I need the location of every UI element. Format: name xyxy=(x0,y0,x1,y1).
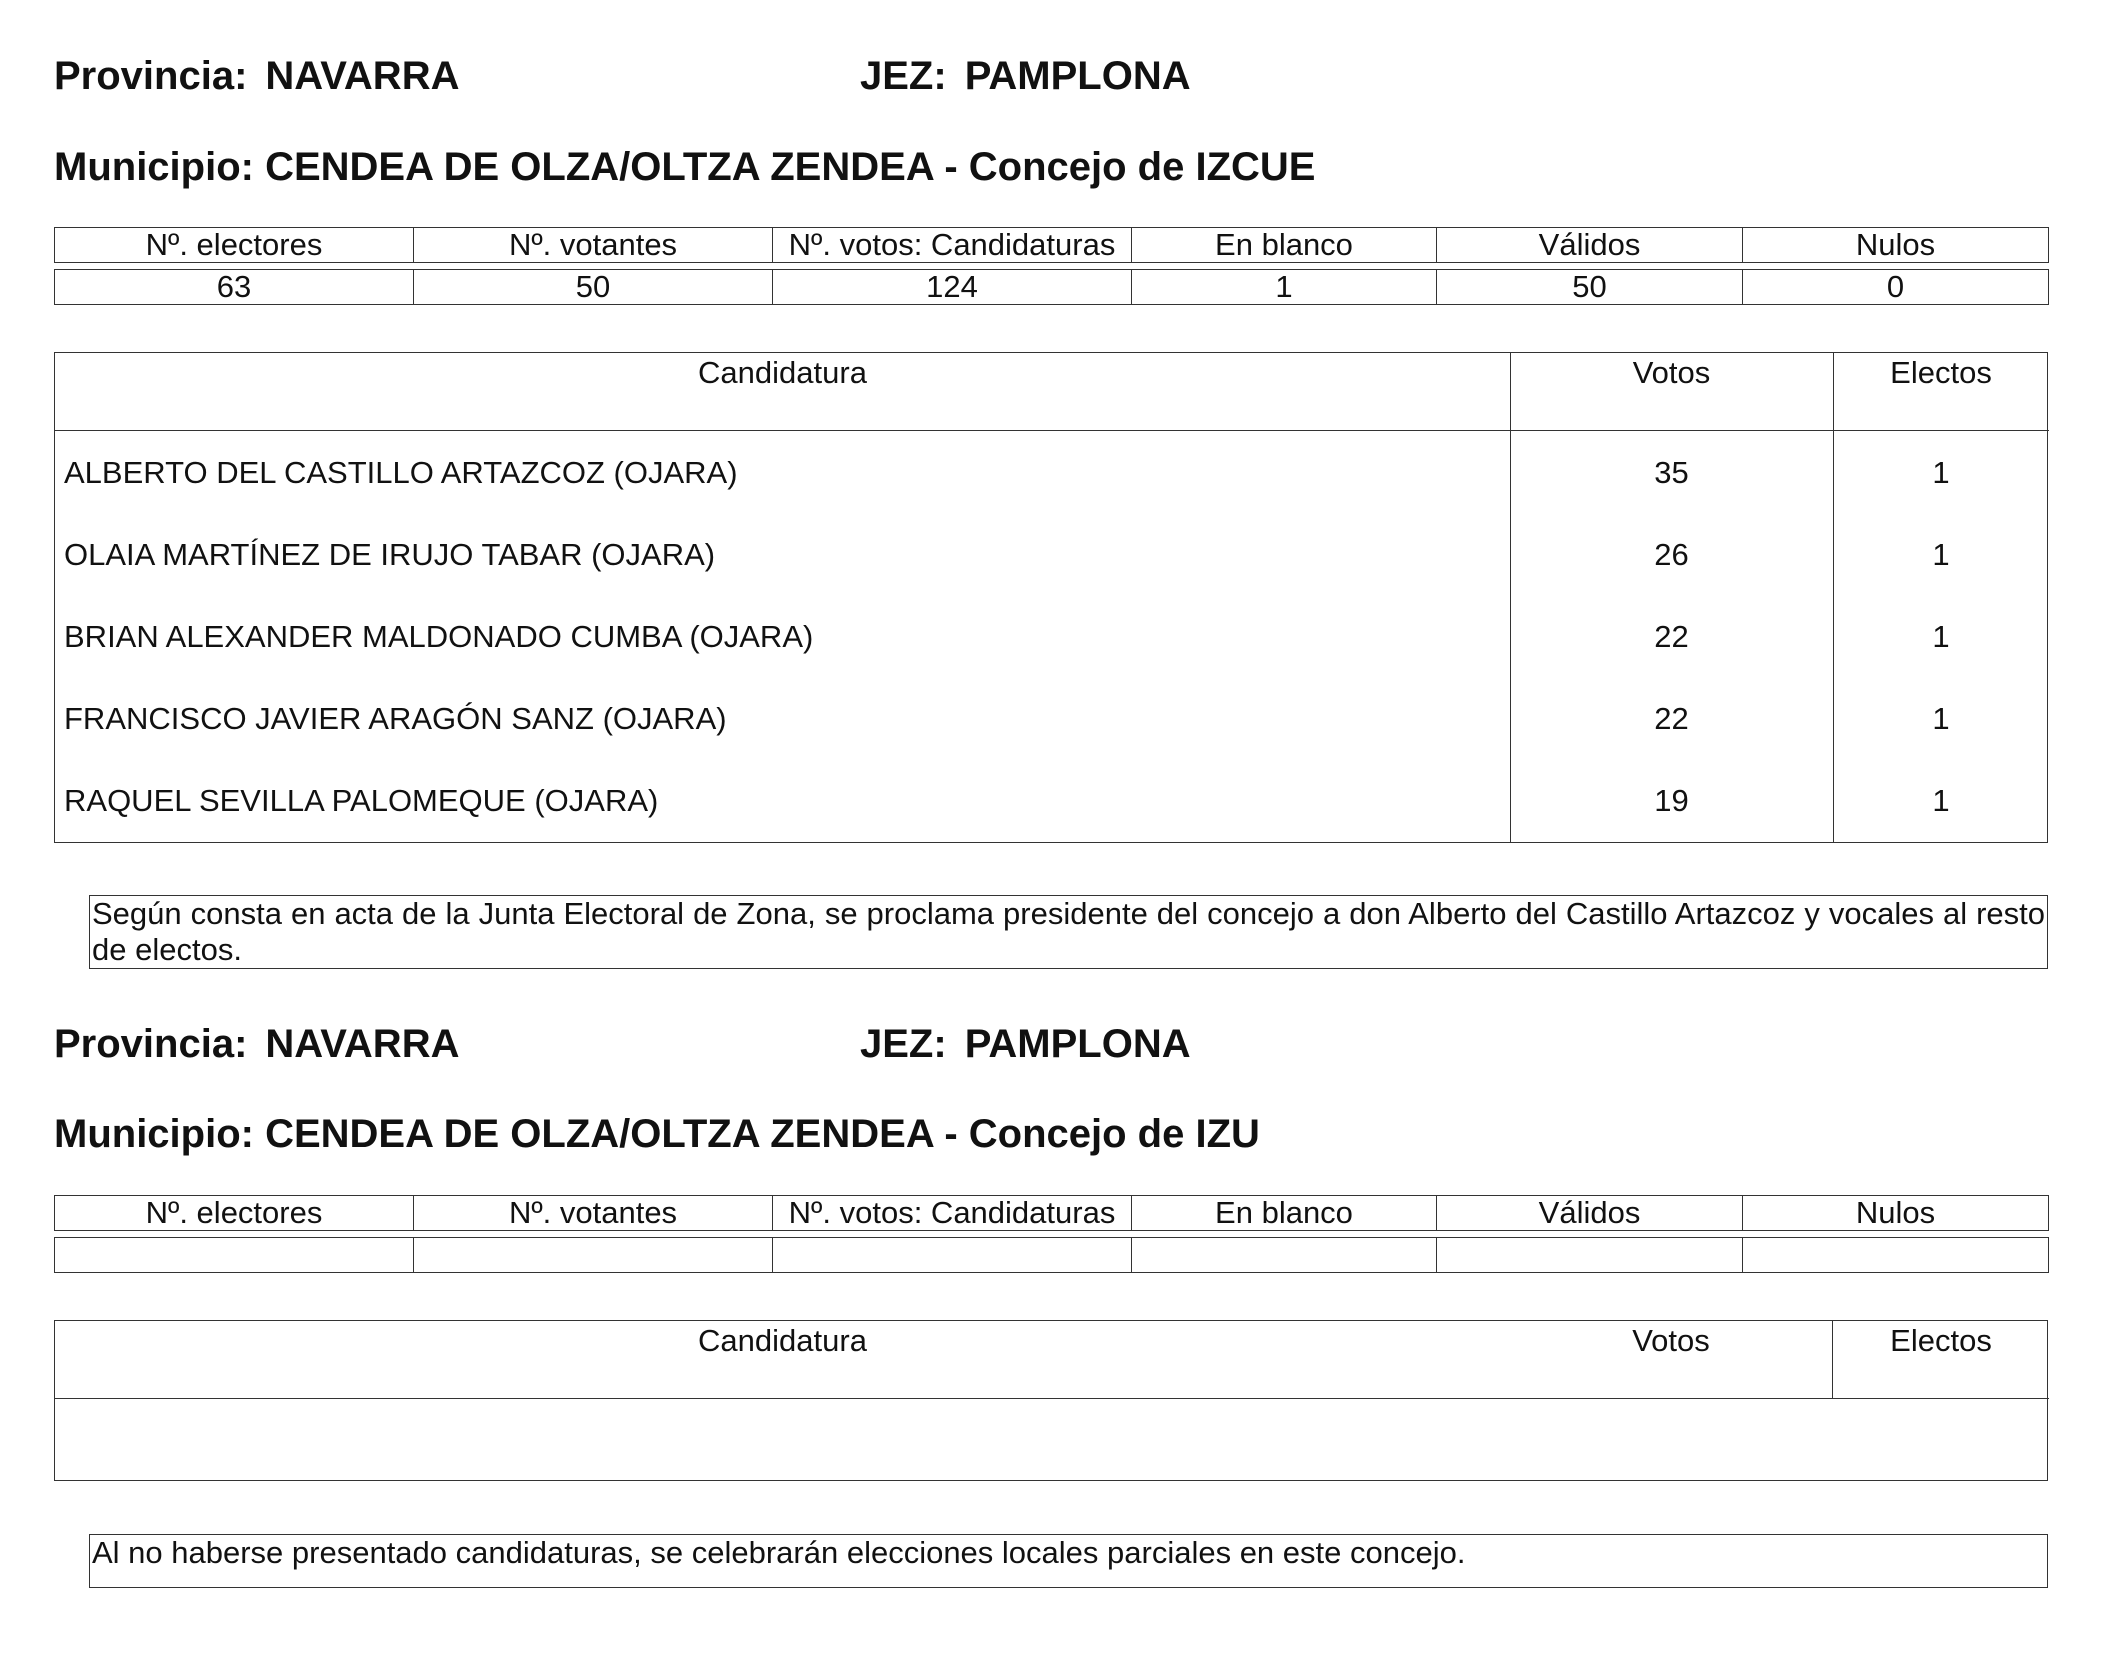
candidate-votos: 19 xyxy=(1654,783,1689,818)
candidate-electos: 1 xyxy=(1932,455,1950,490)
municipio-value: CENDEA DE OLZA/OLTZA ZENDEA - Concejo de IZCUE xyxy=(265,145,1316,189)
table-row xyxy=(55,595,2047,677)
provincia-value: NAVARRA xyxy=(265,54,460,98)
candidate-name: BRIAN ALEXANDER MALDONADO CUMBA (OJARA) xyxy=(64,619,814,654)
stats-value-validos xyxy=(1437,1238,1743,1273)
stats-value-validos: 50 xyxy=(1437,270,1743,305)
candidate-votos: 22 xyxy=(1654,619,1689,654)
proclamation-note: Según consta en acta de la Junta Electoral de Zona, se proclama presidente del concejo a don Alberto del Castillo Artazcoz y vocales al resto de electos. xyxy=(89,895,2048,969)
jez-label: JEZ: xyxy=(860,1022,947,1066)
stats-header-validos: Válidos xyxy=(1437,228,1743,263)
table-row xyxy=(55,677,2047,759)
stats-header-votantes: Nº. votantes xyxy=(414,228,773,263)
candidatura-table xyxy=(54,1320,2048,1481)
stats-header-nulos: Nulos xyxy=(1743,228,2049,263)
stats-value-votos-candidaturas: 124 xyxy=(773,270,1132,305)
stats-header-table xyxy=(54,227,2049,263)
candidate-name: FRANCISCO JAVIER ARAGÓN SANZ (OJARA) xyxy=(64,701,727,736)
candidate-name: ALBERTO DEL CASTILLO ARTAZCOZ (OJARA) xyxy=(64,455,738,490)
stats-header-table xyxy=(54,1195,2049,1231)
table-row xyxy=(55,759,2047,841)
provincia-value: NAVARRA xyxy=(265,1022,460,1066)
electos-header: Electos xyxy=(1833,1321,2049,1399)
stats-header-en-blanco: En blanco xyxy=(1132,1196,1437,1231)
candidate-votos: 22 xyxy=(1654,701,1689,736)
stats-value-nulos: 0 xyxy=(1743,270,2049,305)
table-row xyxy=(55,431,2047,513)
jez-value: PAMPLONA xyxy=(964,1022,1191,1066)
candidatura-table xyxy=(54,352,2048,843)
table-row xyxy=(55,513,2047,595)
provincia-label: Provincia: xyxy=(54,1022,248,1066)
stats-header-votos-candidaturas: Nº. votos: Candidaturas xyxy=(773,228,1132,263)
electos-header: Electos xyxy=(1833,353,2049,431)
stats-value-votantes: 50 xyxy=(414,270,773,305)
municipio-value: CENDEA DE OLZA/OLTZA ZENDEA - Concejo de IZU xyxy=(265,1112,1260,1156)
stats-header-nulos: Nulos xyxy=(1743,1196,2049,1231)
candidate-votos: 35 xyxy=(1654,455,1689,490)
candidate-votos: 26 xyxy=(1654,537,1689,572)
stats-value-votos-candidaturas xyxy=(773,1238,1132,1273)
stats-header-votantes: Nº. votantes xyxy=(414,1196,773,1231)
votos-header: Votos xyxy=(1510,353,1833,431)
jez-label: JEZ: xyxy=(860,54,947,98)
stats-header-electores: Nº. electores xyxy=(55,1196,414,1231)
candidate-name: RAQUEL SEVILLA PALOMEQUE (OJARA) xyxy=(64,783,659,818)
stats-value-en-blanco: 1 xyxy=(1132,270,1437,305)
municipio-heading xyxy=(54,143,1315,191)
jez-value: PAMPLONA xyxy=(964,54,1191,98)
stats-header-en-blanco: En blanco xyxy=(1132,228,1437,263)
provincia-heading xyxy=(54,1020,459,1068)
stats-value-votantes xyxy=(414,1238,773,1273)
stats-values-table xyxy=(54,1237,2049,1273)
stats-header-validos: Válidos xyxy=(1437,1196,1743,1231)
stats-header-electores: Nº. electores xyxy=(55,228,414,263)
partial-elections-note: Al no haberse presentado candidaturas, se celebrarán elecciones locales parciales en este concejo. xyxy=(89,1534,2048,1588)
stats-value-electores xyxy=(55,1238,414,1273)
municipio-label: Municipio: xyxy=(54,145,254,189)
stats-value-electores: 63 xyxy=(55,270,414,305)
provincia-label: Provincia: xyxy=(54,54,248,98)
candidatura-header: Candidatura xyxy=(55,353,1510,431)
stats-value-nulos xyxy=(1743,1238,2049,1273)
candidate-electos: 1 xyxy=(1932,701,1950,736)
stats-values-table xyxy=(54,269,2049,305)
candidate-electos: 1 xyxy=(1932,619,1950,654)
candidatura-header: Candidatura xyxy=(55,1321,1510,1399)
municipio-label: Municipio: xyxy=(54,1112,254,1156)
candidate-name: OLAIA MARTÍNEZ DE IRUJO TABAR (OJARA) xyxy=(64,537,716,572)
stats-value-en-blanco xyxy=(1132,1238,1437,1273)
stats-header-votos-candidaturas: Nº. votos: Candidaturas xyxy=(773,1196,1132,1231)
municipio-heading xyxy=(54,1110,1260,1158)
candidate-electos: 1 xyxy=(1932,537,1950,572)
candidate-electos: 1 xyxy=(1932,783,1950,818)
jez-heading xyxy=(860,52,1191,100)
jez-heading xyxy=(860,1020,1191,1068)
votos-header: Votos xyxy=(1510,1321,1833,1399)
provincia-heading xyxy=(54,52,459,100)
